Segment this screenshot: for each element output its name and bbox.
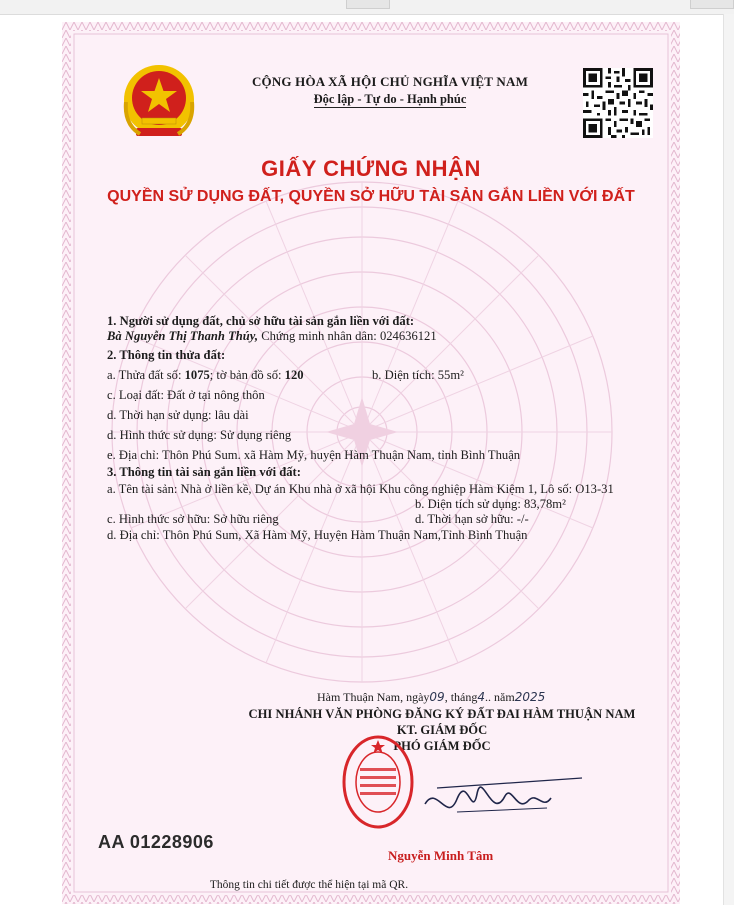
asset-name: a. Tên tài sản: Nhà ở liền kề, Dự án Khu nhà ở xã hội Khu công nghiệp Hàm Kiệm 1, Lô số: O13-31 [107, 482, 614, 496]
land-area: b. Diện tích: 55m² [372, 368, 464, 382]
issue-year: 2025 [514, 690, 546, 704]
ownership-term: d. Thời hạn sở hữu: -/- [415, 512, 529, 526]
year-label: .. năm [485, 690, 515, 704]
issuing-office: CHI NHÁNH VĂN PHÒNG ĐĂNG KÝ ĐẤT ĐAI HÀM THUẬN NAM [248, 707, 636, 721]
usage-form: d. Hình thức sử dụng: Sử dụng riêng [107, 428, 292, 442]
parcel-label: a. Thửa đất số: [107, 368, 185, 382]
toolbar-button[interactable] [690, 0, 734, 9]
section1-heading: 1. Người sử dụng đất, chủ sở hữu tài sản gắn liền với đất: [107, 314, 415, 328]
national-motto [220, 92, 560, 107]
land-type: c. Loại đất: Đất ở tại nông thôn [107, 388, 265, 402]
certificate-subtitle: QUYỀN SỬ DỤNG ĐẤT, QUYỀN SỞ HỮU TÀI SẢN GẮN LIỀN VỚI ĐẤT [107, 188, 635, 205]
national-emblem-icon [120, 62, 198, 142]
issue-date [317, 690, 545, 705]
qr-note: Thông tin chi tiết được thể hiện tại mã QR. [209, 879, 409, 891]
parcel-line [107, 368, 304, 383]
official-stamp-icon [340, 732, 416, 832]
floor-area: b. Diện tích sử dụng: 83,78m² [415, 497, 566, 511]
signature-icon [417, 764, 597, 834]
asset-address: d. Địa chỉ: Thôn Phú Sum, Xã Hàm Mỹ, Huyện Hàm Thuận Nam,Tỉnh Bình Thuận [107, 528, 528, 542]
parcel-number: 1075 [184, 368, 210, 382]
map-number: 120 [284, 368, 304, 382]
certificate-title: GIẤY CHỨNG NHẬN [261, 156, 481, 181]
qr-code-icon[interactable] [583, 68, 653, 138]
national-name: CỘNG HÒA XÃ HỘI CHỦ NGHĨA VIỆT NAM [251, 74, 529, 89]
toolbar-button[interactable] [346, 0, 390, 9]
scrollbar[interactable] [723, 14, 734, 905]
motto-text: Độc lập - Tự do - Hạnh phúc [313, 92, 467, 106]
kt-title: KT. GIÁM ĐỐC [396, 723, 488, 737]
owner-name: Bà Nguyễn Thị Thanh Thúy, [107, 329, 259, 343]
ownership-form: c. Hình thức sở hữu: Sở hữu riêng [107, 512, 279, 526]
map-label: ; tờ bản đồ số: [209, 368, 285, 382]
owner-line [107, 329, 437, 344]
issue-place: Hàm Thuận Nam, ngày [317, 690, 430, 704]
serial-number: AA 01228906 [98, 832, 214, 852]
certificate-document [62, 22, 680, 904]
viewer-toolbar [0, 0, 734, 15]
section3-heading: 3. Thông tin tài sản gắn liền với đất: [107, 465, 301, 479]
owner-id: Chứng minh nhân dân: 024636121 [258, 329, 437, 343]
issue-day: 09 [429, 690, 445, 704]
use-term: d. Thời hạn sử dụng: lâu dài [107, 408, 249, 422]
land-address: e. Địa chỉ: Thôn Phú Sum. xã Hàm Mỹ, huyện Hàm Thuận Nam, tỉnh Bình Thuận [107, 448, 521, 462]
position-title: PHÓ GIÁM ĐỐC [393, 739, 491, 753]
section2-heading: 2. Thông tin thửa đất: [107, 348, 226, 362]
signer-name: Nguyễn Minh Tâm [388, 848, 494, 863]
month-label: , tháng [444, 690, 478, 704]
issue-month: 4 [477, 690, 486, 704]
